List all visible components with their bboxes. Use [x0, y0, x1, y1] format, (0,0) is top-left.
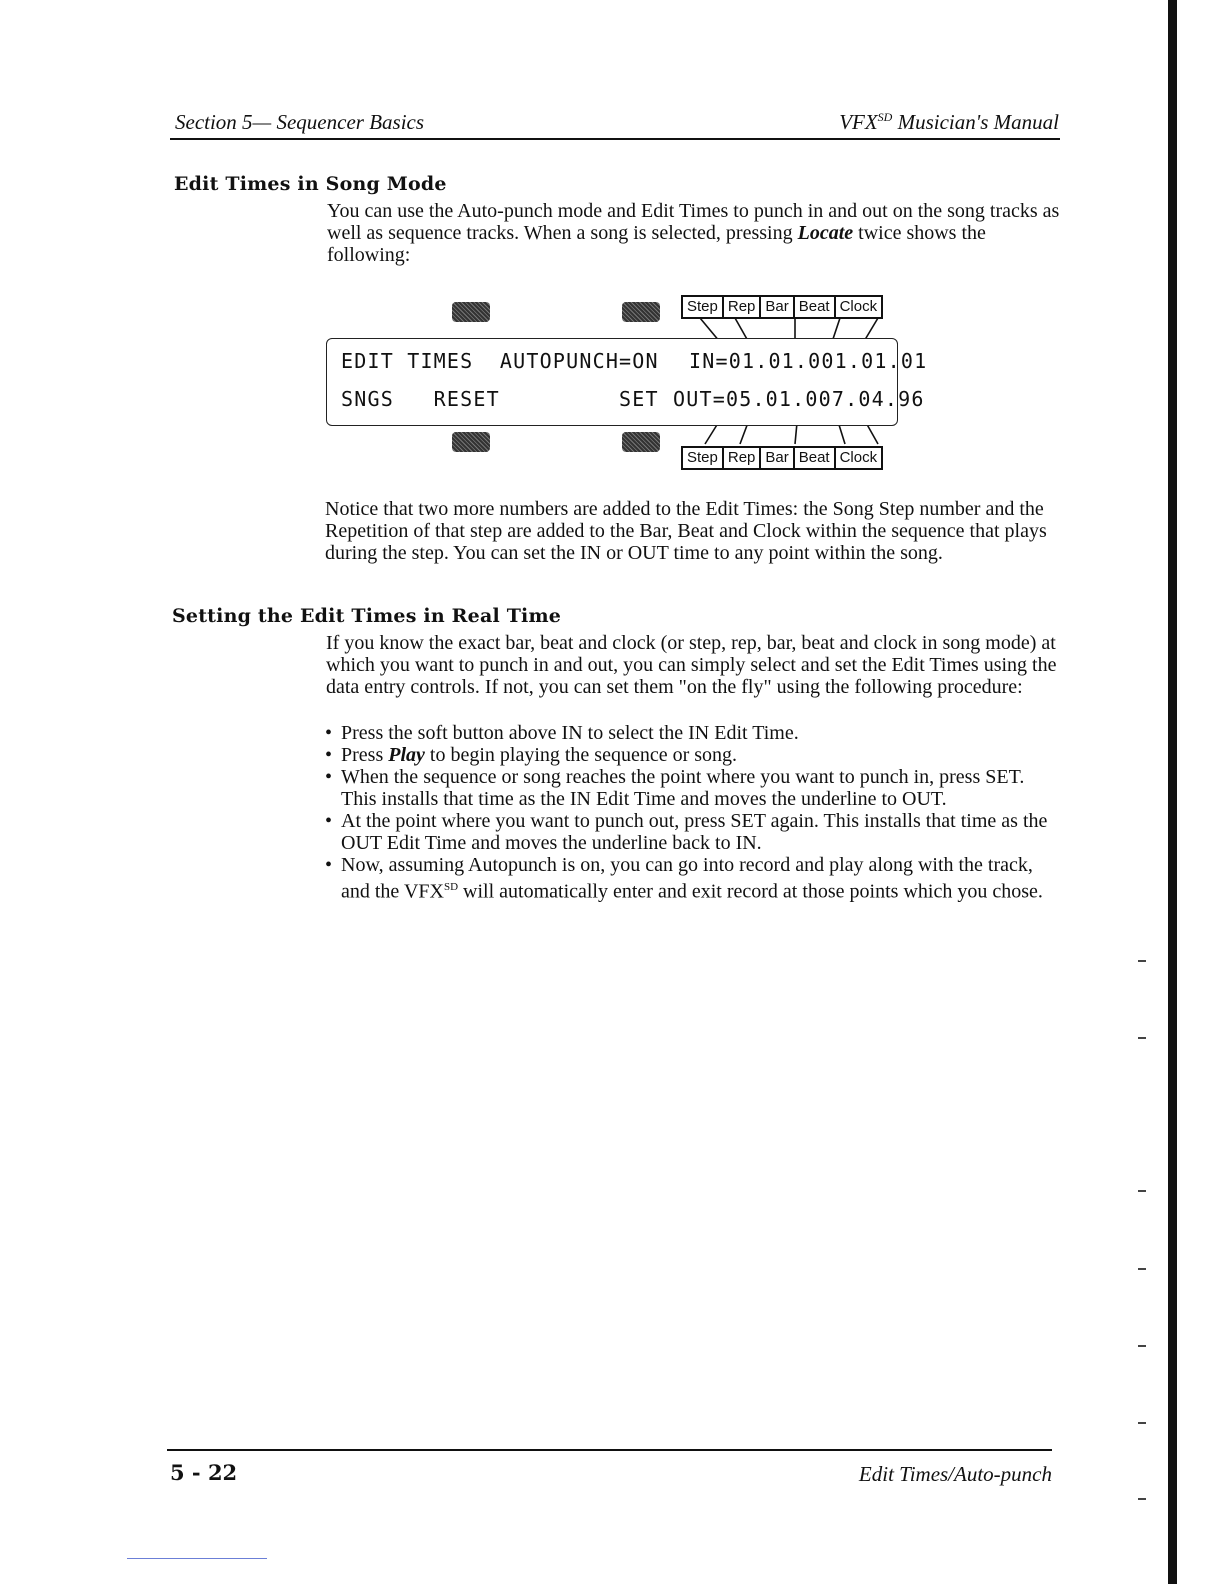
margin-mark — [1138, 1422, 1146, 1424]
list-item: • When the sequence or song reaches the point where you want to punch in, press SET. This installs that time as the IN Edit Time and moves the underline to OUT. — [325, 766, 1055, 810]
bullet5-sup: SD — [443, 881, 459, 893]
section2-intro: If you know the exact bar, beat and clock (or step, rep, bar, beat and clock in song mode) at which you want to punch in and out, you can simply select and set the Edit Times using the data entry controls. If not, you can set them "on the fly" using the following procedure: — [326, 632, 1057, 698]
list-item: • Press the soft button above IN to select the IN Edit Time. — [325, 722, 1055, 744]
label-bar: Bar — [761, 297, 794, 317]
running-header-left: Section 5— Sequencer Basics — [175, 110, 425, 134]
section-heading-song-mode: Edit Times in Song Mode — [174, 173, 447, 195]
label-beat: Beat — [795, 448, 836, 468]
lcd-row1-right: IN=01.01.001.01.01 — [689, 349, 928, 373]
soft-button-bottom-2 — [622, 432, 660, 452]
margin-mark — [1138, 960, 1146, 962]
intro-text-2: twice shows the following: — [327, 222, 986, 266]
bullet2-post: to begin playing the sequence or song. — [424, 744, 738, 766]
margin-mark — [1138, 1037, 1146, 1039]
bullet2-pre: Press — [341, 744, 389, 766]
manual-name-suffix: Musician's Manual — [892, 110, 1059, 134]
footer-rule — [167, 1449, 1052, 1451]
section1-intro — [327, 200, 1062, 266]
soft-button-top-1 — [452, 302, 490, 322]
running-footer: Edit Times/Auto-punch — [858, 1462, 1052, 1486]
list-item — [325, 854, 1055, 903]
procedure-list — [325, 722, 1055, 903]
page-edge-bar — [1168, 0, 1177, 1584]
label-clock: Clock — [839, 449, 878, 466]
label-rep: Rep — [724, 297, 762, 317]
margin-mark — [1138, 1345, 1146, 1347]
label-rep: Rep — [724, 448, 762, 468]
running-header-right — [839, 110, 1059, 135]
key-labels-bottom — [681, 446, 883, 470]
scan-artifact-line — [127, 1558, 267, 1559]
margin-mark — [1138, 1268, 1146, 1270]
label-beat: Beat — [795, 297, 836, 317]
manual-name-sup: SD — [877, 110, 893, 124]
section-heading-real-time: Setting the Edit Times in Real Time — [172, 605, 562, 627]
page-number: 5 - 22 — [170, 1460, 238, 1485]
margin-mark — [1138, 1190, 1146, 1192]
label-clock: Clock — [839, 298, 878, 315]
list-item — [325, 744, 1055, 766]
bullet5-post: will automatically enter and exit record at those points which you chose. — [458, 880, 1043, 903]
margin-mark — [1138, 1498, 1146, 1500]
locate-key-name: Locate — [797, 222, 854, 244]
section1-notice: Notice that two more numbers are added to the Edit Times: the Song Step number and the Repetition of that step are added to the Bar, Beat and Clock within the sequence that plays during the step. You can set the IN or OUT time to any point within the song. — [325, 498, 1047, 564]
soft-button-top-2 — [622, 302, 660, 322]
play-key-name: Play — [388, 744, 425, 766]
label-step: Step — [683, 297, 724, 317]
label-bar: Bar — [761, 448, 794, 468]
list-item: • At the point where you want to punch out, press SET again. This installs that time as the OUT Edit Time and moves the underline back to IN. — [325, 810, 1055, 854]
label-step: Step — [683, 448, 724, 468]
header-rule — [170, 138, 1060, 140]
bullet5-pre: Now, assuming Autopunch is on, you can go into record and play along with the track, and the VFX — [341, 854, 1033, 903]
lcd-row2-left: SNGS RESET SET — [341, 387, 659, 411]
lcd-display — [326, 338, 928, 426]
lcd-row2-right: OUT=05.01.007.04.96 — [673, 387, 925, 411]
intro-text-1: You can use the Auto-punch mode and Edit Times to punch in and out on the song tracks as well as sequence tracks. When a song is selected, pressing — [327, 200, 1060, 244]
lcd-row1-left: EDIT TIMES AUTOPUNCH=ON — [341, 349, 659, 373]
manual-name: VFX — [839, 110, 878, 134]
soft-button-bottom-1 — [452, 432, 490, 452]
